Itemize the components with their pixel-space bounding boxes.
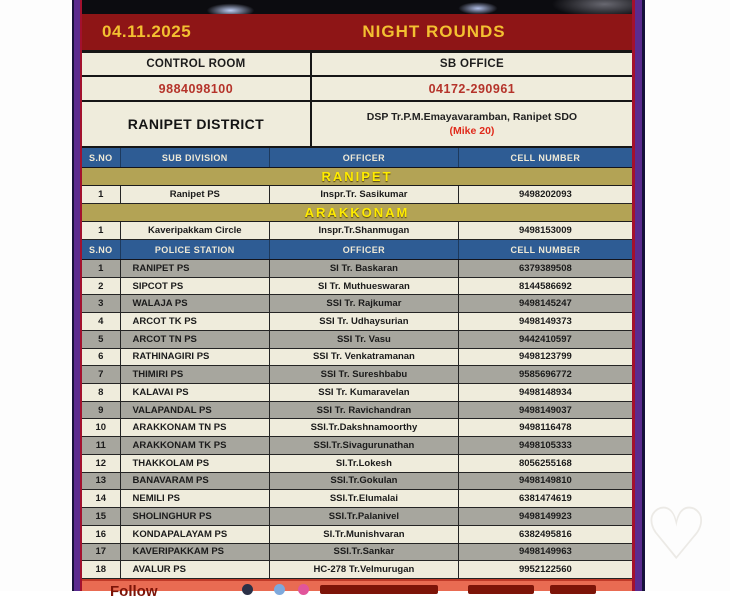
cell-number-cell: 9498149810 [518, 475, 572, 487]
sno-cell: 5 [82, 331, 121, 348]
station-row [82, 366, 632, 384]
officer-cell: HC-278 Tr.Velmurugan [270, 561, 459, 578]
subdivision-table-header [82, 148, 632, 168]
cell-number-cell: 9498123799 [518, 351, 572, 363]
cell-number-cell: 9498149373 [518, 316, 572, 328]
officer-cell: SSI.Tr.Gokulan [270, 473, 459, 490]
cell-number-cell: 6379389508 [518, 262, 572, 274]
sno-cell: 12 [82, 455, 121, 472]
header-sno: S.NO [82, 240, 121, 259]
station-rows [82, 260, 632, 579]
sno-cell: 8 [82, 384, 121, 401]
station-name-cell: ARAKKONAM TN PS [121, 419, 271, 436]
cell-number-cell: 9498153009 [518, 225, 572, 236]
station-row [82, 331, 632, 349]
police-car-photo-strip [82, 0, 632, 14]
control-room-label: CONTROL ROOM [82, 53, 312, 77]
footer-text-fragment [468, 585, 534, 594]
station-name-cell: BANAVARAM PS [121, 473, 271, 490]
officer-cell: SSI Tr. Vasu [270, 331, 459, 348]
sb-office-label: SB OFFICE [312, 53, 632, 77]
sno-cell: 2 [82, 278, 121, 295]
cell-number-cell: 9498149923 [518, 510, 572, 522]
district-label: RANIPET DISTRICT [82, 102, 312, 148]
header-police-station: POLICE STATION [121, 240, 271, 259]
station-name-cell: RATHINAGIRI PS [121, 349, 271, 366]
station-row [82, 508, 632, 526]
follow-label: Follow [110, 583, 158, 600]
cell-number-cell: 9585696772 [518, 369, 572, 381]
station-row [82, 526, 632, 544]
station-name-cell: ARAKKONAM TK PS [121, 437, 271, 454]
station-name-cell: THAKKOLAM PS [121, 455, 271, 472]
station-row [82, 561, 632, 579]
header-officer: OFFICER [270, 148, 459, 167]
station-name-cell: WALAJA PS [121, 295, 271, 312]
officer-cell: SSI Tr. Udhaysurian [270, 313, 459, 330]
officer-cell: SSI Tr. Ravichandran [270, 402, 459, 419]
sno-cell: 11 [82, 437, 121, 454]
district-row [82, 102, 632, 148]
station-row [82, 437, 632, 455]
station-name-cell: THIMIRI PS [121, 366, 271, 383]
station-row [82, 278, 632, 296]
sno-cell: 4 [82, 313, 121, 330]
station-row [82, 349, 632, 367]
sno-cell: 17 [82, 544, 121, 561]
cell-number-cell: 9442410597 [518, 333, 572, 345]
station-name-cell: VALAPANDAL PS [121, 402, 271, 419]
sno-cell: 6 [82, 349, 121, 366]
station-row [82, 313, 632, 331]
station-row [82, 455, 632, 473]
cell-number-cell: 9952122560 [518, 564, 572, 576]
cell-number-cell: 9498105333 [518, 440, 572, 452]
station-name-cell: AVALUR PS [121, 561, 271, 578]
title-band [82, 14, 632, 53]
station-row [82, 544, 632, 562]
contact-header-row [82, 53, 632, 77]
officer-cell: Inspr.Tr. Sasikumar [270, 186, 459, 203]
cell-number-cell: 8144586692 [518, 280, 572, 292]
cell-number-cell: 9498145247 [518, 298, 572, 310]
officer-cell: SSI Tr. Sureshbabu [270, 366, 459, 383]
officer-cell: SSI Tr. Kumaravelan [270, 384, 459, 401]
header-sub-division: SUB DIVISION [121, 148, 271, 167]
subdivision-name-cell: Kaveripakkam Circle [121, 222, 271, 239]
officer-cell: SSI.Tr.Sankar [270, 544, 459, 561]
sno-cell: 16 [82, 526, 121, 543]
sb-office-number: 04172-290961 [312, 77, 632, 102]
officer-cell: SSI Tr. Rajkumar [270, 295, 459, 312]
header-cell-number: CELL NUMBER [510, 152, 581, 163]
officer-cell: SSI Tr. Venkatramanan [270, 349, 459, 366]
officer-cell: SSI.Tr.Sivagurunathan [270, 437, 459, 454]
officer-cell: Inspr.Tr.Shanmugan [270, 222, 459, 239]
officer-cell: SI Tr. Muthueswaran [270, 278, 459, 295]
station-name-cell: ARCOT TN PS [121, 331, 271, 348]
station-name-cell: KONDAPALAYAM PS [121, 526, 271, 543]
dsp-cell [312, 102, 632, 148]
poster-left-border [72, 0, 82, 591]
station-name-cell: SIPCOT PS [121, 278, 271, 295]
station-name-cell: KAVERIPAKKAM PS [121, 544, 271, 561]
station-row [82, 260, 632, 278]
instagram-icon [298, 584, 309, 595]
footer-band [82, 579, 632, 600]
heart-watermark: ♡ [644, 492, 709, 576]
header-officer: OFFICER [270, 240, 459, 259]
station-row [82, 473, 632, 491]
date-label: 04.11.2025 [102, 22, 192, 41]
subdivision-name-cell: Ranipet PS [121, 186, 271, 203]
cell-number-cell: 6381474619 [518, 493, 572, 505]
sno-cell: 18 [82, 561, 121, 578]
station-row [82, 384, 632, 402]
header-cell-number: CELL NUMBER [510, 244, 581, 255]
dsp-mike-callsign: (Mike 20) [449, 125, 495, 137]
station-name-cell: RANIPET PS [121, 260, 271, 277]
cell-number-cell: 9498149963 [518, 546, 572, 558]
cell-number-cell: 9498116478 [519, 422, 572, 434]
station-row [82, 419, 632, 437]
subdivision-row-ranipet [82, 186, 632, 204]
sno-cell: 13 [82, 473, 121, 490]
control-room-number: 9884098100 [82, 77, 312, 102]
footer-text-fragment [550, 585, 596, 594]
officer-cell: SI.Tr.Munishvaran [270, 526, 459, 543]
facebook-icon [274, 584, 285, 595]
section-banner-arakkonam: ARAKKONAM [82, 204, 632, 222]
sno-cell: 15 [82, 508, 121, 525]
sno-cell: 3 [82, 295, 121, 312]
night-rounds-poster [72, 0, 645, 600]
station-name-cell: ARCOT TK PS [121, 313, 271, 330]
officer-cell: SSI.Tr.Elumalai [270, 490, 459, 507]
officer-cell: SSI.Tr.Dakshnamoorthy [270, 419, 459, 436]
subdivision-row-arakkonam [82, 222, 632, 240]
sno-cell: 9 [82, 402, 121, 419]
cell-number-cell: 9498149037 [518, 404, 572, 416]
officer-cell: SI.Tr.Lokesh [270, 455, 459, 472]
station-table-header [82, 240, 632, 260]
station-name-cell: KALAVAI PS [121, 384, 271, 401]
poster-title: NIGHT ROUNDS [362, 22, 506, 41]
officer-cell: SI Tr. Baskaran [270, 260, 459, 277]
sno-cell: 14 [82, 490, 121, 507]
section-banner-ranipet: RANIPET [82, 168, 632, 186]
sno-cell: 10 [82, 419, 121, 436]
cell-number-cell: 9498148934 [518, 386, 572, 398]
cell-number-cell: 8056255168 [518, 457, 572, 469]
station-row [82, 490, 632, 508]
dsp-officer-name: DSP Tr.P.M.Emayavaramban, Ranipet SDO [366, 111, 578, 123]
officer-cell: SSI.Tr.Palanivel [270, 508, 459, 525]
twitter-x-icon [242, 584, 253, 595]
cell-number-cell: 6382495816 [518, 528, 572, 540]
header-sno: S.NO [82, 148, 121, 167]
station-name-cell: NEMILI PS [121, 490, 271, 507]
poster-content [82, 0, 632, 600]
cell-number-cell: 9498202093 [518, 189, 572, 200]
contact-number-row [82, 77, 632, 102]
footer-text-fragment [320, 585, 438, 594]
station-row [82, 295, 632, 313]
sno-cell: 1 [82, 222, 121, 239]
sno-cell: 1 [82, 186, 121, 203]
station-row [82, 402, 632, 420]
sno-cell: 1 [82, 260, 121, 277]
sno-cell: 7 [82, 366, 121, 383]
station-name-cell: SHOLINGHUR PS [121, 508, 271, 525]
